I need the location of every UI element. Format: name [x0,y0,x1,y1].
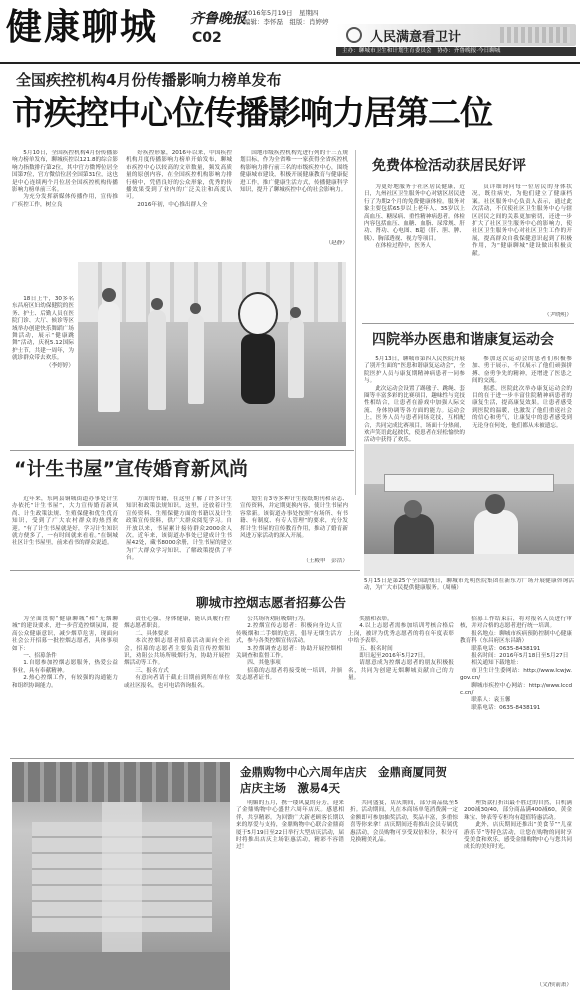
ad-column-1: 明媚的五月，携一缕风夏的芬芳，迎来了金鼎购物中心盛世六周年店庆。感恩相伴，共享精彩。为回馈广大新老顾客长期以来的厚爱与支持，金鼎购物中心联合金鼎商厦于5月19日至22日举行大型店庆活动，届时将推出店庆主场钜惠活动，精彩不容错过！ [236,800,344,851]
art4-headline: “计生书屋”宣传婚育新风尚 [14,458,248,480]
paper-logo: 齐鲁晚报 [190,11,246,27]
notice-column-5: 招募工作结束后，将对报名人员进行审核，并对合格的志愿者进行统一培训。 报名地点：聊城市疾病预防控制中心健康教育科（东昌府区东昌路） 联系电话：0635-8438191 报名时间：2016年5月18日至5月27日 相关通知下载地址： 市卫生计生委网站：http://www.lcwjw.gov.cn/ 聊城市疾控中心网站：http://www.lccdc.cn/ 联系人：袁玉馨 联系电话：0635-8438191 [460,616,572,711]
notice-top-rule [10,570,360,571]
ad-top-rule [10,758,574,759]
art2-headline: 免费体检活动获居民好评 [372,158,526,174]
ad-headline-line1: 金鼎购物中心六周年店庆 金鼎商厦同贺 [240,765,447,779]
photo1-caption: 18日上午，30多名东昌府区妇幼保健院的医务、护士、后勤人员在医院门诊、大厅、候诊等区域举办创建快乐舞蹈广场舞活动，展示“健康跳舞”活动，庆祝5.12国际护士节，共建一周年，为就诊群众带去欢乐。 （李婷婷） [12,296,74,369]
panda-mascot [238,292,278,336]
notice-column-4: 奖励和表彰。 4.以上志愿者需参加培训考核合格后上岗，被评为优秀志愿者的将在年度表彰中给予表彰。 五、报名时间 即日起至2016年5月27日。 请愿意成为控烟志愿者的朋友积极报名，共同为创建无烟聊城贡献自己的力量。 [348,616,454,682]
art4-byline: （王殿申 彭浩） [303,558,348,564]
notice-column-1: 为全面贯彻“健康聊城”和“无烟聊城”的建设要求，进一步营造控烟氛围，提高公众健康意识，减少烟草危害，现面向社会公开招募一批控烟志愿者，具体事项如下： 一、招募条件 1.自愿参加控烟志愿服务，热爱公益事业，具有奉献精神。 2.热心控烟工作，有较强的沟通能力和组织协调能力。 [12,616,118,689]
page-code: C02 [192,30,222,46]
consultation-event-photo [364,444,574,576]
lead-column-3: 国地市级疾控机构先进行列的十三五规划目标，作为全省唯一一家获得全省疾控机构影响力排行前三名的市级疾控中心，围绕健康城市建设，积极开展健康教育与健康促进工作，推广健康生活方式，传播健康科学知识，提升了聊城疾控中心的社会影响力。 [240,150,348,194]
ad-column-3: 理货款打折出最不胜过的自然，目机满200减30/40，部分商品满400减60，黄金珠宝、钟表等专柜均有超值特惠活动。 此外，店庆期间还推出“美食节”“儿童游乐节”等特色活动，让您在购物的同时享受美食和欢乐，感受金鼎购物中心与您共同成长的美好时光。 [464,800,572,851]
lead-column-2: 好疾控形象，2016年以来，中国疾控机构月度传播影响力榜单开始发布，聊城市疾控中心以较高的文章数量，频发高质量的原创内容，在全国疾控机构影响力排行榜中，凭借良好的公众形象，优秀的传播效果受到了业内的广泛关注和高度认可。 2016年初，中心推出群人全 [126,150,232,208]
lead-kicker: 全国疾控机构4月份传播影响力榜单发布 [16,71,282,89]
art2-column-1: 为更好地服务于社区居民健康，近日，九州社区卫生服务中心对辖区居民进行了为期2个月的免费健康体检。服务对象主要包括65岁以上老年人、35岁以上高血压、糖尿病、重性精神病患者。体检内容包括血压、血糖、血脂、尿常规、肝功、肾功、心电图、B超（肝、胆、脾、胰）、胸部透视、视力等项目。 在体检过程中，医务人 [364,184,465,250]
mid-rule [10,450,354,451]
art3-column-1: 5月13日，聊城市第四人民医院开展了别开生面的“医患和谐康复运动会”，全院医护人员与康复期精神病患者一同参与。 此次运动会设置了踢毽子、跳绳、套圈等丰富多彩的比赛项目，趣味性与竞技性相结合，让患者在游戏中加强人际交流、身体协调等各方面的能力。运动会上，医务人员与患者同场竞技，互相配合，共同完成比赛项目，场面十分热闹，欢声笑语此起彼伏，使患者在轻松愉快的活动中获得了欢乐。 [364,356,465,444]
column-divider [355,150,356,495]
cityscape-decoration [500,27,570,43]
mall-photo [12,762,230,990]
art4-column-1: 近年来，东阿县铜城街道办事处计生办依托“计生书屋”，大力宣传婚育新风尚、计生政策法规、生殖保健和优生优育知识，受到了广大农村群众的热烈欢迎。“有了计生书屋就是好，学习计生知识就方便多了，一有时间就来看看。”在铜城社区计生书屋里，前来看书的群众说道。 [12,496,118,547]
masthead [0,0,580,62]
lead-byline: （赵静） [325,240,348,246]
lead-column-1: 5月10日，全国疾控机构4月份传播影响力榜单发布，聊城疾控以121.8的综合影响力指数排行第2位，其中官方微博位居全国第7位，官方微信位居全国第31位，这也是中心连续两个月位居全国疾控机构传播影响力榜单前三名。 为充分发挥新媒体传播作用，宣传推广疾控工作，树立良 [12,150,118,208]
heart-emblem-icon [346,27,362,43]
art4-column-3: 划生育3等多种计生报纸期刊和杂志、宣传资料，并定期更换内容，使计生书屋内容常新。该街道办事处按照“有场所、有书籍、有制度、有专人管理”的要求，充分发挥计生书屋的宣传教育作用，推动了婚育新风进万家活动的深入开展。 [240,496,348,540]
lead-headline: 市疾控中心位传播影响力居第二位 [12,93,492,132]
art2-rule [362,323,574,324]
notice-column-2: 责任心强、身体健康，能认真履行控烟志愿者职责。 二、具体要求 本次控烟志愿者招募活动面向全社会，招募的志愿者主要负责宣传控烟知识，劝阻公共场所吸烟行为，协助开展控烟活动等工作。 三、报名方式 有意向者请于截止日期前到所在单位或社区报名，也可电话咨询报名。 [124,616,230,689]
section-title: 健康聊城 [6,7,159,48]
ad-column-2: 共同盛宴，店庆期间，部分商品低至5折。活动期间，凡在本商场单笔消费满一定金额即可参加抽奖活动，奖品丰富，多重惊喜等你来拿！店庆期间还将推出会员专属优惠活动，会员购物可享受双倍积分，积分可兑换精美礼品。 [350,800,458,844]
art3-headline: 四院举办医患和谐康复运动会 [372,332,554,348]
art2-byline: （尹晓明） [544,312,572,318]
dance-event-photo [78,262,346,446]
photo2-caption: 5月15日是第25个全国助残日，聊城市光明医院集团在新东方广场开展健康咨询活动，为广大市民提供健康服务。（周楠） [364,578,574,592]
column-name: 人民满意看卫计 [370,30,462,45]
column-banner [336,24,576,46]
issue-date: 2016年5月19日 星期四 [244,9,319,17]
sponsor-line: 主办：聊城市卫生和计划生育委员会 协办：齐鲁晚报·今日聊城 [336,47,576,56]
ad-byline: （文/侯箭萧） [536,982,572,988]
ad-headline-line2: 店庆主场 激易4天 [240,781,341,795]
masthead-rule [0,62,580,64]
art3-column-2: 参加这次运动会的患者们积极参加、勇于展示，不仅展示了他们顽强拼搏、奋勇争先的精神，还增进了医患之间的交流。 据悉，医院此次举办康复运动会的目的在于进一步丰富住院精神病患者的康复生活，提高康复效果。让患者感受到医院的温暖，也激发了他们重返社会的信心和勇气，让康复中的患者感受到无论身在何处，他们都从未被遗忘。 [472,356,572,429]
art4-column-2: 方面的书籍，在这里了解了许多计生知识和政策法规知识。这里，还放着计生宣传资料、生殖保健方面的书籍以及计生政策宣传资料，供广大群众阅览学习。自开放以来，书屋累计接待群众2000余人次。近年来，该街道办事处已建成计生书屋42处，藏书8000余册，计生书屋的建立为广大群众学习知识、了解政策提供了平台。 [126,496,232,562]
notice-headline: 聊城市控烟志愿者招募公告 [196,595,347,610]
editors-line: 编辑：李怀磊 组版：肖婷婷 [244,18,329,26]
art2-column-2: 员详细询问每一位居民的身体状况，既往病史，为他们建立了健康档案。社区服务中心负责人表示，通过此次活动，不仅使社区卫生服务中心与辖区居民之间的关系更加密切，还进一步扩大了社区卫生服务中心的影响力，使社区卫生服务中心对社区卫生工作的开展，提高群众自我保健意识起到了积极作用，为“健康聊城”建设做出积极贡献。 [472,184,572,257]
notice-column-3: 公共场所劝阻吸烟行为。 2.控烟宣传志愿者：积极向身边人宣传吸烟和二手烟的危害，倡导无烟生活方式，参与各类控烟宣传活动。 3.控烟调查志愿者：协助开展控烟相关调查和监督工作。 四、其他事项 招募的志愿者将接受统一培训，并颁发志愿者证书。 [236,616,342,682]
